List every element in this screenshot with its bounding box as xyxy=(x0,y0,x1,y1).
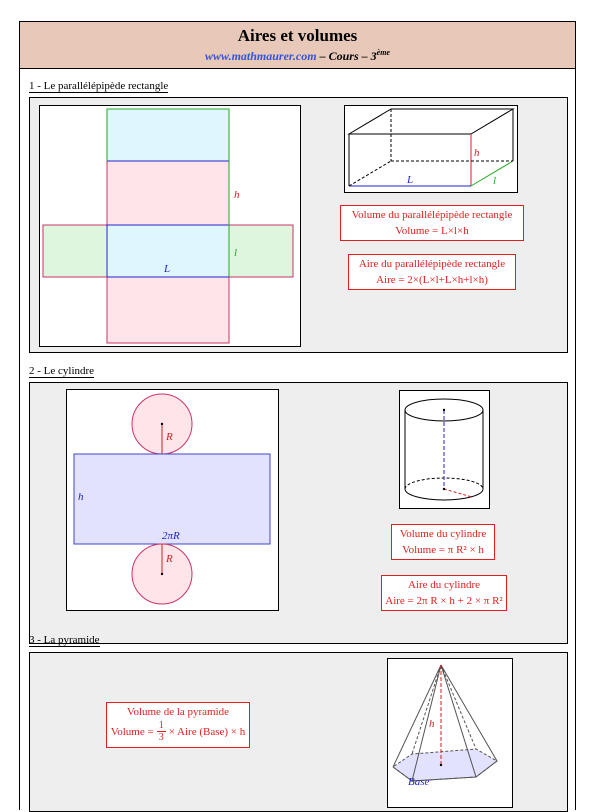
solid-label-L: L xyxy=(407,174,414,186)
cylinder-volume-title: Volume du cylindre xyxy=(399,528,487,540)
pyramid-solid-figure xyxy=(387,658,513,808)
header-banner xyxy=(20,22,575,69)
cylinder-net-figure xyxy=(66,389,279,611)
cylinder-area-expression: Aire = 2π R × h + 2 × π R² xyxy=(385,595,503,607)
section-1-panel xyxy=(29,97,568,353)
net-label-L: L xyxy=(164,263,171,275)
cylinder-area-formula xyxy=(381,575,507,611)
box-area-formula xyxy=(348,254,516,290)
page-title: Aires et volumes xyxy=(237,26,358,45)
net-front-face xyxy=(107,277,229,343)
section-2-panel xyxy=(29,382,568,644)
pyramid-fraction-den: 3 xyxy=(158,732,164,743)
section-1-title: 1 - Le parallélépipède rectangle xyxy=(29,80,169,92)
pyramid-volume-title: Volume de la pyramide xyxy=(126,706,230,718)
section-2-title: 2 - Le cylindre xyxy=(29,365,95,377)
net-top-face xyxy=(107,109,229,161)
solid-label-l: l xyxy=(493,175,497,187)
subtitle xyxy=(20,48,575,64)
net-label-l: l xyxy=(234,247,238,259)
box-volume-formula xyxy=(340,205,524,241)
pyramid-label-h: h xyxy=(429,718,435,730)
pyramid-fraction xyxy=(157,720,166,743)
pyramid-volume-expression xyxy=(110,720,246,743)
cylinder-volume-formula xyxy=(391,524,495,560)
net-label-h: h xyxy=(78,491,84,503)
box-solid-figure xyxy=(344,105,518,193)
level-sup: ème xyxy=(376,48,390,57)
box-volume-expression: Volume = L×l×h xyxy=(395,225,469,237)
cylinder-net-svg xyxy=(67,390,278,610)
box-area-expression: Aire = 2×(L×l+L×h+l×h) xyxy=(376,274,488,286)
pyramid-label-base: Base xyxy=(408,776,430,788)
pyramid-formula-suffix: × Aire (Base) × h xyxy=(168,725,246,738)
net-label-R-bottom: R xyxy=(166,553,173,565)
solid-label-h: h xyxy=(474,147,480,159)
box-volume-title: Volume du parallélépipède rectangle xyxy=(351,209,513,221)
level-label: 3 xyxy=(370,49,377,63)
section-3-title: 3 - La pyramide xyxy=(29,634,100,646)
cylinder-volume-expression: Volume = π R² × h xyxy=(402,544,484,556)
pyramid-formula-prefix: Volume = xyxy=(110,725,154,738)
box-area-title: Aire du parallélépipède rectangle xyxy=(358,258,506,270)
cylinder-solid-figure xyxy=(399,390,490,509)
net-left-face xyxy=(43,225,107,277)
subtitle-separator-2: – xyxy=(361,49,368,63)
pyramid-volume-formula xyxy=(106,702,250,748)
net-right-face xyxy=(229,225,293,277)
box-net-svg xyxy=(40,106,300,346)
course-sheet xyxy=(19,21,576,810)
pyramid-fraction-num: 1 xyxy=(158,720,164,731)
box-solid-svg xyxy=(345,106,517,192)
net-label-perimeter: 2πR xyxy=(162,530,180,542)
net-label-R-top: R xyxy=(166,431,173,443)
course-label: Cours xyxy=(328,49,359,63)
subtitle-separator: – xyxy=(319,49,326,63)
cylinder-area-title: Aire du cylindre xyxy=(407,579,481,591)
cylinder-solid-svg xyxy=(400,391,489,508)
net-label-h: h xyxy=(234,189,240,201)
net-back-face xyxy=(107,161,229,225)
pyramid-solid-svg xyxy=(388,659,512,807)
box-net-figure xyxy=(39,105,301,347)
site-link[interactable]: www.mathmaurer.com xyxy=(205,49,317,63)
section-3-panel xyxy=(29,652,568,812)
